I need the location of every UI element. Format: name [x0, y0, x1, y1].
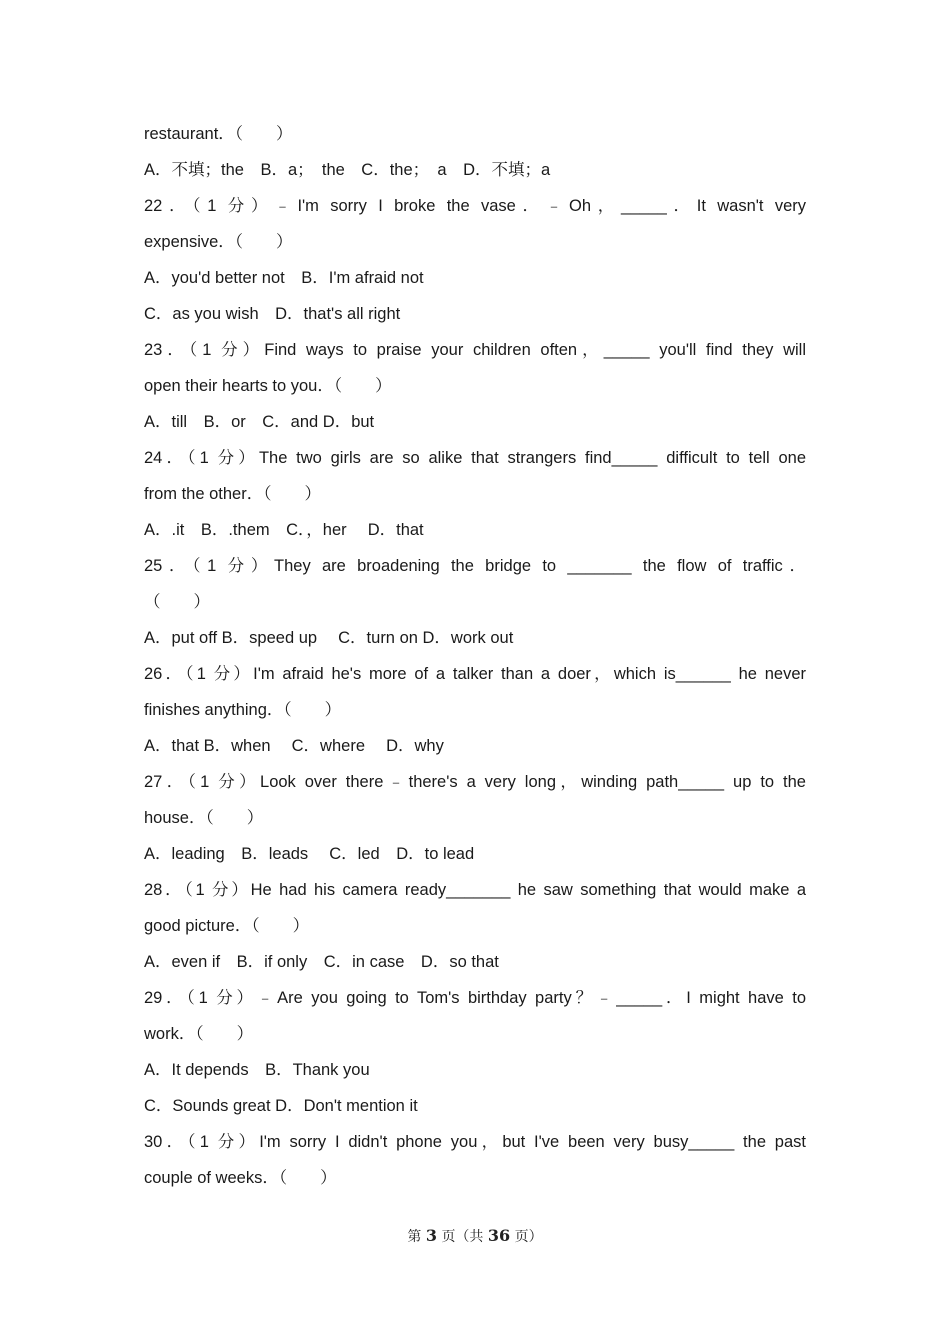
- footer-suffix: 页）: [514, 1229, 543, 1245]
- text-line: 25．（1 分）They are broadening the bridge to _______ the flow of traffic．: [144, 557, 806, 575]
- text-line: finishes anything．（ ）: [144, 701, 342, 719]
- text-line: （ ）: [144, 593, 210, 611]
- footer-prefix: 第: [407, 1229, 422, 1245]
- text-line: 26．（1 分）I'm afraid he's more of a talker than a doer，which is______ he never: [144, 665, 806, 683]
- text-line: A．till B．or C．and D．but: [144, 413, 375, 431]
- page-footer: [0, 1226, 950, 1246]
- text-line: A．不填；the B．a； the C．the； a D．不填；a: [144, 161, 551, 179]
- footer-total-pages: 36: [487, 1226, 511, 1245]
- text-line: 27．（1 分）Look over there﹣there's a very long，winding path_____ up to the: [144, 773, 806, 791]
- text-line: 22．（1 分）﹣I'm sorry I broke the vase．﹣Oh，_____．It wasn't very: [144, 197, 806, 215]
- text-line: C．Sounds great D．Don't mention it: [144, 1097, 418, 1115]
- text-line: open their hearts to you．（ ）: [144, 377, 392, 395]
- text-line: 29．（1 分）﹣Are you going to Tom's birthday party？﹣_____．I might have to: [144, 989, 806, 1007]
- text-line: 24．（1 分）The two girls are so alike that strangers find_____ difficult to tell one: [144, 449, 806, 467]
- text-line: A．put off B．speed up C．turn on D．work out: [144, 629, 514, 647]
- footer-page-number: 3: [425, 1226, 437, 1245]
- text-line: expensive．（ ）: [144, 233, 293, 251]
- text-line: A．even if B．if only C．in case D．so that: [144, 953, 499, 971]
- text-line: 30．（1 分）I'm sorry I didn't phone you，but I've been very busy_____ the past: [144, 1133, 806, 1151]
- text-line: restaurant．（ ）: [144, 125, 293, 143]
- question-list: [144, 116, 806, 1196]
- text-line: good picture．（ ）: [144, 917, 310, 935]
- footer-middle: 页（共: [441, 1229, 484, 1245]
- text-line: A．leading B．leads C．led D．to lead: [144, 845, 475, 863]
- text-line: A．you'd better not B．I'm afraid not: [144, 269, 424, 287]
- text-line: work．（ ）: [144, 1025, 254, 1043]
- text-line: A．.it B．.them C．，her D．that: [144, 521, 424, 539]
- text-line: 23．（1 分）Find ways to praise your children often，_____ you'll find they will: [144, 341, 806, 359]
- text-line: from the other．（ ）: [144, 485, 321, 503]
- text-line: A．It depends B．Thank you: [144, 1061, 370, 1079]
- text-line: A．that B．when C．where D．why: [144, 737, 444, 755]
- text-line: house．（ ）: [144, 809, 264, 827]
- text-line: 28．（1 分）He had his camera ready_______ he saw something that would make a: [144, 881, 806, 899]
- text-line: C．as you wish D．that's all right: [144, 305, 401, 323]
- text-line: couple of weeks．（ ）: [144, 1169, 337, 1187]
